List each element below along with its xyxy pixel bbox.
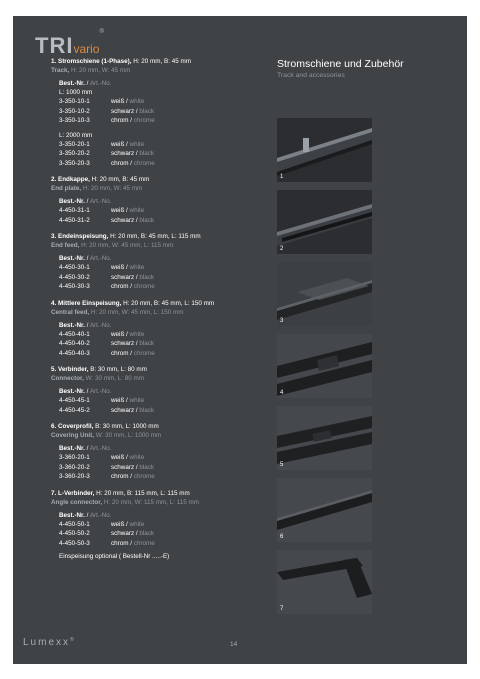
color-de: schwarz [111,463,135,471]
article-number: 3-350-10-2 [59,107,90,115]
article-number: 3-360-20-1 [59,454,90,461]
page-heading [277,58,404,79]
color-en: black [139,107,155,115]
color-en: chrome [133,473,155,480]
product-photo-3 [277,262,372,326]
color-de: schwarz [111,107,135,115]
article-header-en: Art.-No. [89,255,112,262]
article-header-separator: / [84,445,90,452]
article-number: 4-450-30-1 [59,264,90,271]
article-row [51,339,266,349]
color-de: chrom [111,473,129,480]
color-de: schwarz [111,530,135,537]
article-number-header [51,387,266,396]
section-title-dimensions: H: 20 mm, B: 45 mm [131,58,191,65]
length-label: L: 2000 mm [59,131,93,139]
article-row [51,282,266,292]
length-label: L: 1000 mm [59,89,93,96]
color-de: chrom [111,159,129,167]
section-title-en [51,66,266,75]
color-separator: / [124,140,130,148]
color-separator: / [134,463,140,471]
section-title [51,299,266,308]
logo-vario: vario [73,42,100,56]
color-en: white [129,330,145,338]
article-header-en: Art.-No. [89,80,112,87]
article-row [51,140,266,150]
photo-number: 2 [280,246,284,252]
color-de: schwarz [111,340,135,347]
color-separator: / [124,520,130,528]
section-title-dimensions: H: 20 mm, B: 45 mm, L: 115 mm [108,233,201,240]
article-header-de: Best.-Nr. [59,80,85,87]
article-number-header [51,197,266,206]
article-header-de: Best.-Nr. [59,388,85,395]
article-number: 4-450-45-1 [59,397,90,404]
section-en-dimensions: H: 20 mm, W: 45 mm [81,185,143,192]
article-number-header [51,79,266,88]
article-header-separator: / [84,388,90,395]
article-header-en: Art.-No. [89,388,112,395]
product-section [51,489,266,562]
color-en: chrome [133,283,155,290]
article-number: 4-450-50-1 [59,520,90,528]
color-separator: / [128,283,134,290]
feed-note: Einspeisung optional ( Bestell-Nr .....-E) [59,553,170,560]
article-row [51,273,266,283]
color-en: chrome [133,349,155,357]
color-separator: / [124,330,130,338]
product-photo-6 [277,478,372,542]
section-en-name: Track, [51,67,70,74]
section-title-dimensions: B: 30 mm, L: 80 mm [88,366,147,373]
product-section [51,57,266,168]
color-en: white [129,454,145,461]
article-header-de: Best.-Nr. [59,511,85,519]
color-de: weiß [111,207,125,214]
color-en: black [139,406,155,414]
article-number: 4-450-50-3 [59,539,90,547]
article-number: 4-450-31-1 [59,207,90,214]
color-separator: / [124,454,130,461]
article-row [51,216,266,226]
article-header-de: Best.-Nr. [59,198,85,205]
article-number: 3-350-10-3 [59,117,90,124]
article-number-header [51,254,266,263]
section-en-dimensions: W: 30 mm, L: 1000 mm [94,432,162,439]
photo-number: 4 [280,390,284,396]
article-row [51,520,266,530]
color-separator: / [124,207,130,214]
color-de: chrom [111,539,129,547]
color-en: black [139,340,155,347]
section-title-en [51,184,266,193]
color-separator: / [134,273,140,281]
logo-tri: TRI [35,33,74,58]
section-en-name: End plate, [51,185,82,192]
article-number: 4-450-40-1 [59,330,90,338]
article-header-de: Best.-Nr. [59,321,85,329]
article-number: 4-450-30-2 [59,273,90,281]
article-header-en: Art.-No. [89,511,112,519]
article-number: 4-450-30-3 [59,283,90,290]
color-de: schwarz [111,406,135,414]
section-title-dimensions: H: 20 mm, B: 45 mm, L: 150 mm [121,299,215,307]
article-number-header [51,321,266,330]
color-en: white [129,397,145,404]
color-separator: / [128,473,134,480]
color-de: weiß [111,397,125,404]
article-header-separator: / [84,511,90,519]
section-title-name: 2. Endkappe, [51,176,90,183]
photo-number: 5 [280,462,284,468]
article-row [51,396,266,406]
article-header-separator: / [84,321,90,329]
color-de: chrom [111,349,129,357]
article-row [51,107,266,117]
product-photo-5 [277,406,372,470]
color-separator: / [128,159,134,167]
color-en: black [139,463,155,471]
article-number: 4-450-40-3 [59,349,90,357]
color-de: weiß [111,140,125,148]
article-row [51,116,266,126]
color-separator: / [124,397,130,404]
section-title-name: 4. Mittlere Einspeisung, [51,299,122,307]
color-de: schwarz [111,150,135,157]
article-number: 3-360-20-2 [59,463,90,471]
color-en: black [139,150,155,157]
section-en-dimensions: H: 20 mm, W: 45 mm [69,67,131,74]
color-de: schwarz [111,216,135,224]
article-row [51,330,266,340]
section-title [51,57,266,66]
article-number: 4-450-31-2 [59,216,90,224]
product-photo-2 [277,190,372,254]
section-en-name: End feed, [51,242,80,249]
color-separator: / [134,216,140,224]
section-title [51,422,266,431]
section-title-dimensions: B: 30 mm, L: 1000 mm [93,423,159,430]
section-en-dimensions: H: 20 mm, W: 115 mm, L: 115 mm [102,498,200,506]
product-photo-4 [277,334,372,398]
article-number: 4-450-45-2 [59,406,90,414]
section-title-en [51,241,266,250]
product-section [51,232,266,292]
color-de: schwarz [111,273,135,281]
article-number: 4-450-40-2 [59,340,90,347]
color-de: chrom [111,283,129,290]
color-separator: / [128,539,134,547]
section-title-dimensions: H: 20 mm, B: 45 mm [89,176,150,183]
photo-number: 3 [280,318,284,324]
article-row [51,263,266,273]
article-row [51,149,266,159]
color-de: weiß [111,520,125,528]
article-header-en: Art.-No. [89,321,112,329]
color-separator: / [134,406,140,414]
heading-en: Track and accessories [277,72,345,79]
color-de: weiß [111,330,125,338]
article-row [51,472,266,482]
article-number: 3-350-20-2 [59,150,90,157]
color-separator: / [128,117,134,124]
section-title-name: 1. Stromschiene (1-Phase), [51,58,132,65]
section-title [51,365,266,374]
section-en-dimensions: H: 20 mm, W: 45 mm, L: 115 mm [79,242,174,249]
color-en: black [139,530,155,537]
logo-registered-mark: ® [99,29,104,35]
article-number: 3-360-20-3 [59,473,90,480]
section-en-name: Connector, [51,375,84,382]
product-section [51,422,266,482]
color-separator: / [128,349,134,357]
article-number: 4-450-50-2 [59,530,90,537]
article-row [51,159,266,169]
section-title-name: 3. Endeinspeisung, [51,233,109,240]
color-en: white [129,264,145,271]
section-title-en [51,308,266,317]
footer-registered-mark: ® [70,637,76,643]
section-title-name: 6. Coverprofil, [51,423,94,430]
color-en: black [139,273,155,281]
color-separator: / [124,264,130,271]
section-title-en [51,431,266,440]
article-header-separator: / [84,80,90,87]
color-en: white [129,98,145,105]
color-de: weiß [111,454,125,461]
article-header-en: Art.-No. [89,198,112,205]
section-title [51,175,266,184]
section-title [51,232,266,241]
color-en: chrome [133,159,155,167]
page-number: 14 [230,641,238,648]
color-en: white [129,140,145,148]
trivario-logo [35,29,104,59]
article-header-separator: / [84,198,90,205]
article-row [51,529,266,539]
color-separator: / [134,150,140,157]
lumexx-logo [23,637,76,648]
color-en: chrome [133,539,155,547]
product-photo-7 [277,550,372,614]
color-en: black [139,216,155,224]
article-number: 3-350-10-1 [59,98,90,105]
color-separator: / [134,340,140,347]
article-number: 3-350-20-1 [59,140,90,148]
color-de: weiß [111,264,125,271]
section-en-name: Central feed, [51,308,90,316]
color-separator: / [134,530,140,537]
color-en: white [129,207,145,214]
article-row [51,206,266,216]
section-title [51,489,266,498]
article-header-de: Best.-Nr. [59,445,85,452]
color-en: white [129,520,145,528]
footer-brand: Lumexx [23,637,71,648]
section-en-dimensions: W: 30 mm, L: 80 mm [83,375,144,382]
article-header-de: Best.-Nr. [59,255,85,262]
color-en: chrome [133,117,155,124]
article-number-header [51,444,266,453]
article-row [51,463,266,473]
article-number-header [51,511,266,520]
photo-number: 7 [280,606,284,612]
article-header-en: Art.-No. [89,445,112,452]
article-row [51,406,266,416]
article-row [51,97,266,107]
heading-de: Stromschiene und Zubehör [277,58,404,70]
section-title-en [51,374,266,383]
section-en-dimensions: H: 20 mm, W: 45 mm, L: 150 mm [89,308,184,316]
color-separator: / [124,98,130,105]
product-section [51,299,266,359]
color-de: weiß [111,98,125,105]
product-photo-1 [277,118,372,182]
section-title-dimensions: H: 20 mm, B: 115 mm, L: 115 mm [94,489,190,497]
section-title-en [51,498,266,507]
article-header-separator: / [84,255,90,262]
color-de: chrom [111,117,129,124]
product-section [51,175,266,225]
article-number: 3-350-20-3 [59,159,90,167]
photo-number: 1 [280,174,284,180]
photo-number: 6 [280,534,284,540]
section-title-name: 5. Verbinder, [51,366,89,373]
product-section [51,365,266,415]
section-en-name: Covering Unit, [51,432,95,439]
article-row [51,453,266,463]
section-en-name: Angle connector, [51,498,103,506]
product-list [51,57,266,568]
color-separator: / [134,107,140,115]
article-row [51,539,266,549]
section-title-name: 7. L-Verbinder, [51,489,95,497]
article-row [51,349,266,359]
